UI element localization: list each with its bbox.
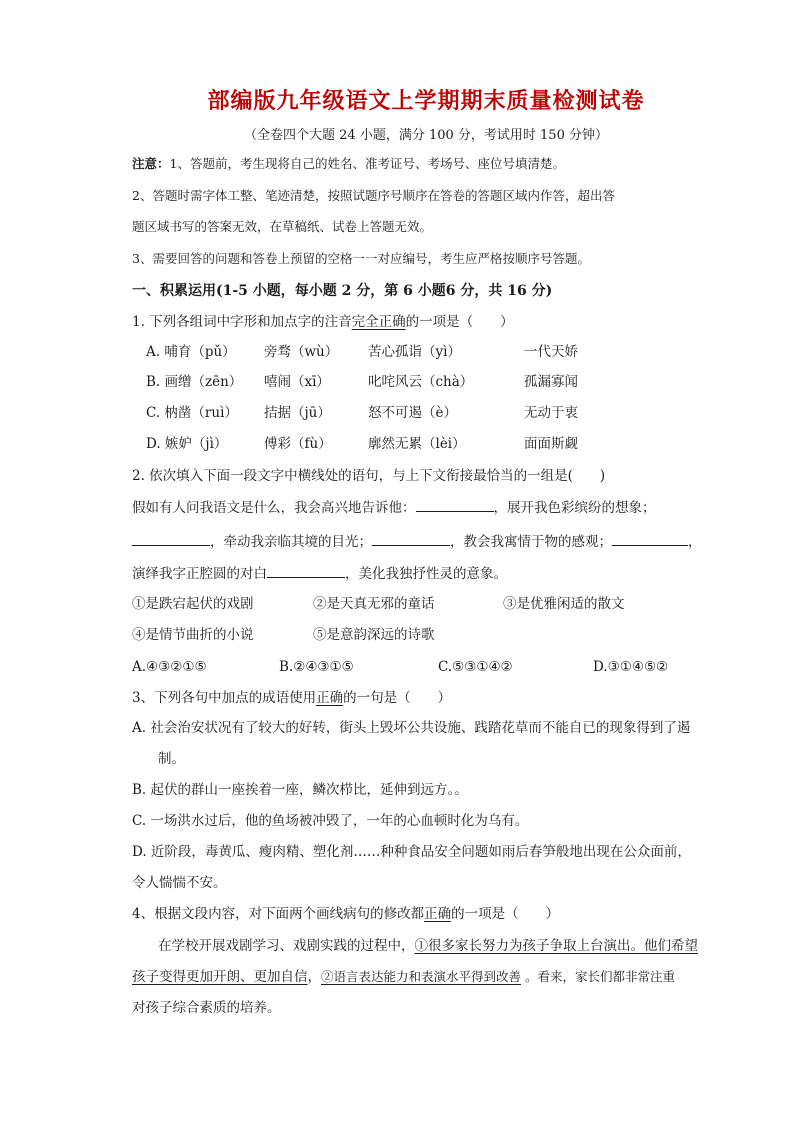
q1-c-3: 怒不可遏（è） (368, 405, 457, 421)
section-1-heading: 一、积累运用(1-5 小题，每小题 2 分，第 6 小题6 分，共 16 分) (132, 283, 553, 299)
q1-c-2: 拮据（jū） (264, 405, 331, 421)
q1-a-1: A. 哺育（pǔ） (146, 344, 236, 360)
note-1 (132, 154, 565, 174)
q1-b-1: B. 画缯（zēn） (146, 374, 243, 390)
q4-para-line-2 (132, 967, 675, 987)
q1-b-4: 孤漏寡闻 (524, 374, 578, 390)
q3-option-c: C. 一场洪水过后，他的鱼场被冲毁了，一年的心血顿时化为乌有。 (132, 813, 529, 829)
q2-blank-4 (612, 531, 688, 546)
q2-p2c: ， (688, 534, 702, 550)
q1-a-4: 一代天娇 (524, 344, 578, 360)
q3-stem (132, 688, 451, 708)
q1-stem (132, 312, 514, 332)
q4-sentence-1b-underlined: 孩子变得更加开朗、更加自信 (132, 969, 308, 985)
q1-a-3: 苦心孤诣（yì） (368, 344, 461, 360)
q3-stem-a: 3、下列各句中加点的成语使用 (132, 690, 317, 706)
q2-p2b: ，教会我寓情于物的感观； (450, 534, 612, 550)
note-1-text: 1、答题前，考生现将自己的姓名、准考证号、考场号、座位号填清楚。 (169, 156, 565, 171)
q2-answer-d: D.③①④⑤② (593, 659, 669, 675)
q1-c-4: 无动于衷 (524, 405, 578, 421)
q4-para-line-3: 对孩子综合素质的培养。 (132, 1000, 281, 1016)
exam-title: 部编版九年级语文上学期期末质量检测试卷 (207, 89, 645, 114)
q2-p3a: 演绎我字正腔圆的对白 (132, 566, 267, 582)
q2-blank-1 (416, 497, 494, 512)
q1-stem-underlined: 完全正确 (351, 314, 406, 330)
q4-sentence-1-underlined: ①很多家长努力为孩子争取上台演出。他们希望 (414, 938, 698, 954)
q3-option-b: B. 起伏的群山一座挨着一座，鳞次栉比，延伸到远方。。 (132, 782, 468, 798)
exam-subtitle: （全卷四个大题 24 小题，满分 100 分，考试用时 150 分钟） (244, 128, 608, 143)
q2-blank-5 (267, 563, 345, 578)
q3-option-a-line-1: A. 社会治安状况有了较大的好转，街头上毁坏公共设施、践踏花草而不能自已的现象得到了遏 (132, 720, 691, 736)
q2-option-4: ④是情节曲折的小说 (132, 627, 254, 643)
q2-answer-b: B.②④③①⑤ (279, 659, 354, 675)
q4-p2m: ， (307, 969, 321, 985)
q2-para-3 (132, 563, 507, 584)
q3-option-d-line-1: D. 近阶段，毒黄瓜、瘦肉精、塑化剂……种种食品安全问题如雨后春笋般地出现在公众面前， (132, 844, 691, 860)
q4-stem-b: 的一项是（ ） (451, 906, 560, 922)
q4-stem-a: 4、根据文段内容，对下面两个画线病句的修改都 (132, 906, 425, 922)
q2-option-2: ②是天真无邪的童话 (313, 596, 435, 612)
q1-d-3: 廓然无累（lèi） (368, 436, 466, 452)
q2-p3b: ，美化我独抒性灵的意象。 (345, 566, 507, 582)
q2-option-1: ①是跌宕起伏的戏剧 (132, 596, 254, 612)
q3-option-d-line-2: 令人惴惴不安。 (132, 875, 227, 891)
q1-stem-a: 1. 下列各组词中字形和加点字的注音 (132, 314, 352, 330)
q2-answer-a: A.④③②①⑤ (132, 659, 207, 675)
q1-b-3: 叱咤风云（chà） (368, 374, 474, 390)
q1-d-4: 面面斯觑 (524, 436, 578, 452)
q4-para-line-1 (158, 936, 698, 956)
q1-stem-b: 的一项是（ ） (405, 314, 514, 330)
q2-para-1 (132, 497, 656, 518)
q3-stem-underlined: 正确 (316, 690, 344, 706)
q4-stem-underlined: 正确 (424, 906, 452, 922)
q3-option-a-line-2: 制。 (158, 751, 185, 767)
q2-p1a: 假如有人问我语文是什么，我会高兴地告诉他： (132, 500, 416, 516)
q2-option-5: ⑤是意韵深远的诗歌 (313, 627, 435, 643)
q1-c-1: C. 枘凿（ruì） (146, 405, 238, 421)
note-2a: 2、答题时需字体工整、笔迹清楚，按照试题序号顺序在答卷的答题区域内作答，超出答 (132, 188, 615, 203)
q1-b-2: 嘻闹（xī） (264, 374, 330, 390)
q4-stem (132, 904, 559, 924)
q2-option-3: ③是优雅闲适的散文 (503, 596, 625, 612)
q3-stem-b: 的一句是（ ） (343, 690, 452, 706)
q2-blank-2 (132, 531, 210, 546)
q1-d-2: 傅彩（fù） (264, 436, 332, 452)
q4-p2b: 。看来，家长们都非常注重 (521, 969, 675, 984)
note-label: 注意： (132, 156, 170, 171)
q2-para-2 (132, 531, 702, 552)
q2-stem: 2. 依次填入下面一段文字中横线处的语句，与上下文衔接最恰当的一组是( ) (132, 468, 606, 484)
q2-p2a: ，牵动我亲临其境的目光； (210, 534, 372, 550)
q4-sentence-2-underlined: ②语言表达能力和表演水平得到改善 (321, 969, 522, 984)
note-2b: 题区域书写的答案无效，在草稿纸、试卷上答题无效。 (132, 219, 433, 234)
q1-d-1: D. 嫉妒（jì） (146, 436, 228, 452)
q2-p1b: ，展开我色彩缤纷的想象； (493, 500, 656, 516)
q4-p1a: 在学校开展戏剧学习、戏剧实践的过程中， (158, 938, 415, 954)
q2-blank-3 (372, 531, 450, 546)
q1-a-2: 旁骛（wù） (264, 344, 339, 360)
q2-answer-c: C.⑤③①④② (438, 659, 513, 675)
note-3: 3、需要回答的问题和答卷上预留的空格一一对应编号，考生应严格按顺序号答题。 (132, 251, 590, 266)
